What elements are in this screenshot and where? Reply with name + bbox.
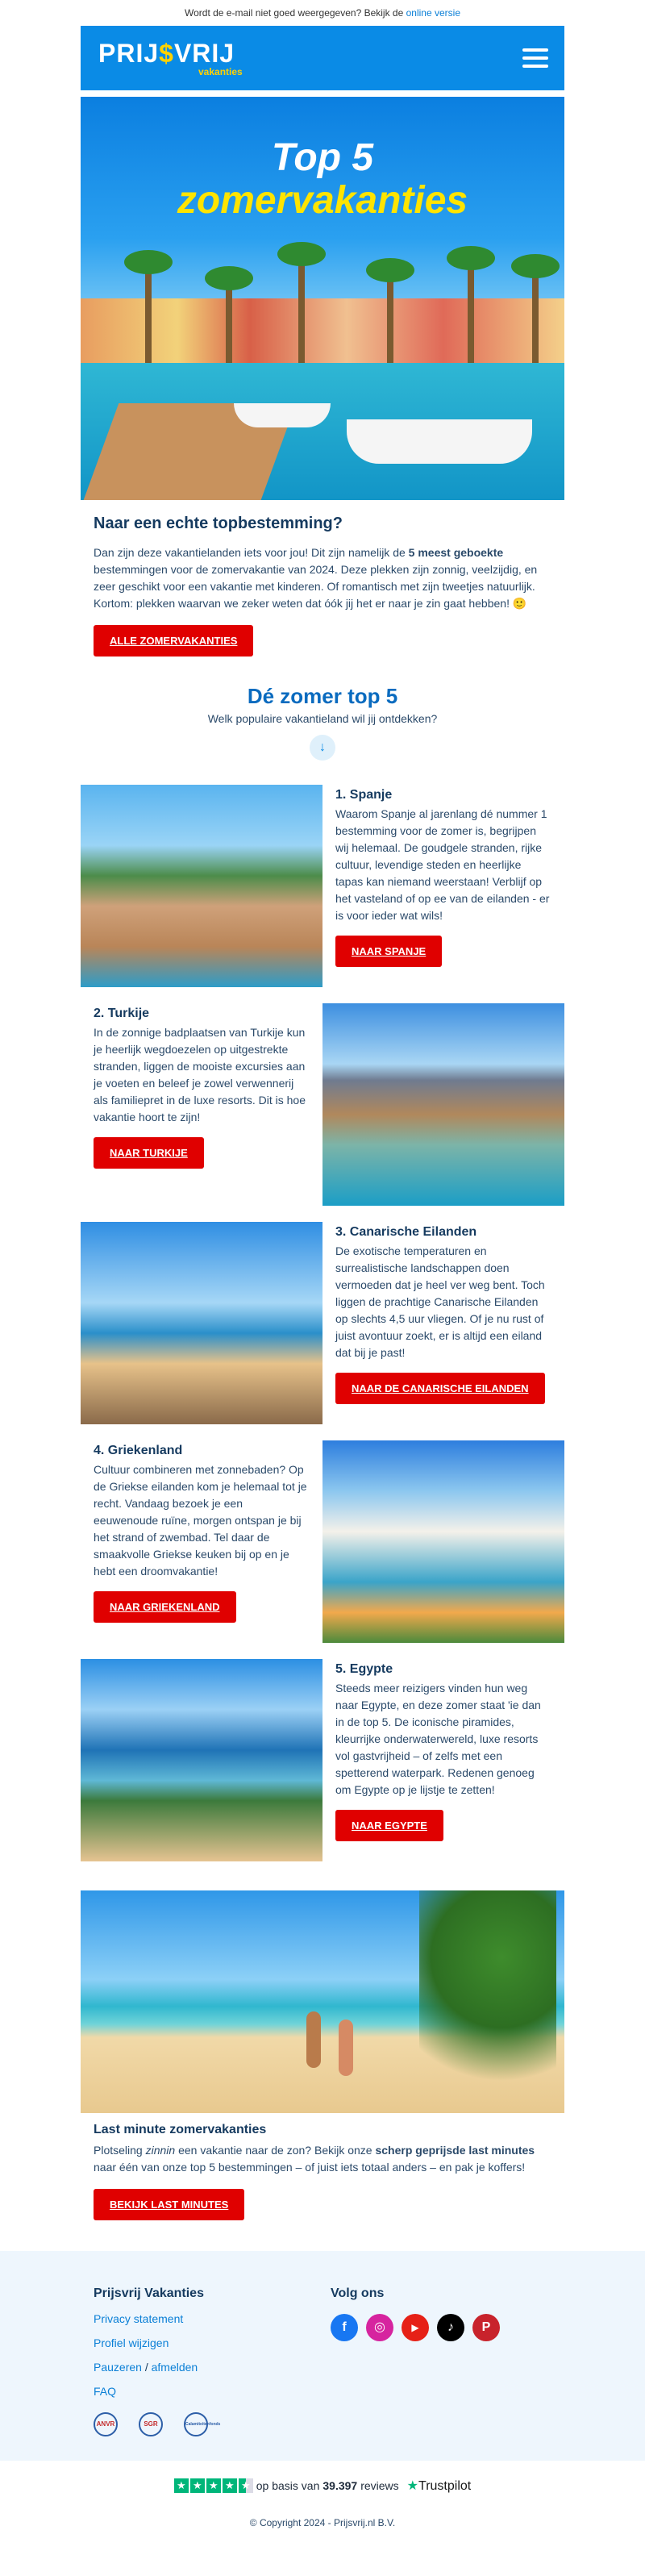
faq-link[interactable]: FAQ: [94, 2385, 117, 2398]
spain-button[interactable]: NAAR SPANJE: [335, 936, 442, 967]
half-star-icon: ★: [239, 2478, 253, 2493]
trustpilot-prefix: op basis van: [256, 2479, 320, 2492]
top5-title: Dé zomer top 5: [247, 684, 398, 708]
turkey-button[interactable]: NAAR TURKIJE: [94, 1137, 204, 1169]
destination-text: De exotische temperaturen en surrealistische landschappen doen vermoeden dat je heel ver weg bent. Toch liggen de prachtige Canarische Eilanden op slechts 4,5 uur vliegen. Of je nu rust of juist avontuur zoekt, er is altijd een eiland dat bij je past!: [335, 1244, 545, 1359]
destination-greece: [81, 1440, 564, 1643]
arrow-down-icon[interactable]: ↓: [310, 735, 335, 761]
palm-icon: [468, 262, 474, 363]
youtube-icon[interactable]: ▶: [402, 2314, 429, 2341]
preheader: [0, 0, 645, 26]
profile-edit-link[interactable]: Profiel wijzigen: [94, 2336, 169, 2349]
destination-canary-islands: [81, 1222, 564, 1424]
destination-title: 2. Turkije: [94, 1007, 150, 1020]
hero-title: [81, 137, 564, 223]
star-icon: ★: [206, 2478, 221, 2493]
top5-section: [81, 684, 564, 761]
palm-icon: [387, 274, 393, 363]
pause-unsubscribe: Pauzeren / afmelden: [94, 2361, 198, 2374]
greece-button[interactable]: NAAR GRIEKENLAND: [94, 1591, 236, 1623]
star-icon: ★: [190, 2478, 205, 2493]
palm-icon: [298, 258, 305, 363]
trustpilot-suffix: reviews: [360, 2479, 399, 2492]
lastminute-text: Plotseling zinnin een vakantie naar de zon? Bekijk onze scherp geprijsde last minutes naar één van onze top 5 bestemmingen – of juist iets totaal anders – en pak je koffers!: [94, 2144, 535, 2174]
hero-title-line2: zomervakanties: [177, 178, 468, 222]
destination-title: 3. Canarische Eilanden: [335, 1225, 477, 1239]
top5-subtitle: Welk populaire vakantieland wil jij ontdekken?: [207, 712, 438, 725]
destination-title: 5. Egypte: [335, 1662, 393, 1676]
social-icons: [331, 2314, 500, 2341]
follow-title: Volg ons: [331, 2286, 385, 2300]
instagram-icon[interactable]: ◎: [366, 2314, 393, 2341]
destination-text: Waarom Spanje al jarenlang dé nummer 1 bestemming voor de zomer is, begrijpen wij helemaal. De goudgele stranden, rijke cultuur, levendige steden en heerlijke tapas kan niemand weerstaan! Verblijf op het vasteland of op ee van de eilanden - er is voor ieder wat wils!: [335, 807, 550, 922]
facebook-icon[interactable]: f: [331, 2314, 358, 2341]
tiktok-icon[interactable]: ♪: [437, 2314, 464, 2341]
lastminute-image[interactable]: [81, 1890, 564, 2113]
spain-image[interactable]: [81, 785, 322, 987]
hero-town-illustration: [81, 298, 564, 371]
sgr-badge: SGR: [139, 2412, 163, 2436]
canary-islands-button[interactable]: NAAR DE CANARISCHE EILANDEN: [335, 1373, 545, 1404]
prijsvrij-logo[interactable]: [98, 39, 243, 77]
couple-running-illustration: [290, 2003, 379, 2092]
preheader-text: Wordt de e-mail niet goed weergegeven? Bekijk de: [185, 7, 404, 19]
anvr-badge: ANVR: [94, 2412, 118, 2436]
certification-badges: [94, 2412, 221, 2436]
destination-title: 4. Griekenland: [94, 1444, 183, 1457]
destination-title: 1. Spanje: [335, 788, 393, 802]
palm-icon: [226, 282, 232, 363]
logo-text-left: PRIJ: [98, 39, 160, 68]
logo-text-right: VRIJ: [173, 39, 235, 68]
intro-title: Naar een echte topbestemming?: [94, 515, 343, 532]
destination-text: In de zonnige badplaatsen van Turkije kun je heerlijk wegdoezelen op uitgestrekte stranden, liggen de mooiste excursies aan je voeten en beleef je zowel verwennerij als familiepret in de luxe resorts. Dit is hoe vakantie hoort te zijn!: [94, 1026, 306, 1123]
logo-subtitle: vakanties: [198, 66, 243, 77]
all-summer-vacations-button[interactable]: ALLE ZOMERVAKANTIES: [94, 625, 253, 657]
canary-islands-image[interactable]: [81, 1222, 322, 1424]
header-bar: [81, 26, 564, 90]
footer-title: Prijsvrij Vakanties: [94, 2286, 204, 2300]
pause-link[interactable]: Pauzeren: [94, 2361, 142, 2374]
logo-dollar: $: [159, 39, 174, 68]
trustpilot-stars: [174, 2478, 253, 2493]
footer: [0, 2251, 645, 2461]
destination-egypt: [81, 1659, 564, 1861]
palm-icon: [532, 270, 539, 363]
pinterest-icon[interactable]: P: [472, 2314, 500, 2341]
hero-banner[interactable]: [81, 97, 564, 500]
privacy-statement-link[interactable]: Privacy statement: [94, 2312, 184, 2325]
unsubscribe-link[interactable]: afmelden: [151, 2361, 198, 2374]
trustpilot-count: 39.397: [322, 2479, 358, 2492]
online-version-link[interactable]: online versie: [406, 7, 460, 19]
trustpilot-logo: ★Trustpilot: [406, 2479, 472, 2493]
intro-text: Dan zijn deze vakantielanden iets voor jou! Dit zijn namelijk de 5 meest geboekte bestemmingen voor de zomervakantie van 2024. Deze plekken zijn zonnig, veelzijdig, en zeer geschikt voor een vakantie met kinderen. Of romantisch met zijn tweetjes natuurlijk. Kortom: plekken waarvan we zeker weten dat óók jij het er naar je zin gaat hebben! 🙂: [94, 546, 538, 610]
destination-text: Cultuur combineren met zonnebaden? Op de Griekse eilanden kom je helemaal tot je recht. Vandaag bezoek je een eeuwenoude ruïne, morgen ontspan je bij het strand of zwembad. Tel daar de smaakvolle Griekse keuken bij op en je hebt een droomvakantie!: [94, 1463, 307, 1578]
trustpilot-bar[interactable]: [0, 2461, 645, 2511]
destination-spain: [81, 785, 564, 987]
lastminute-title: Last minute zomervakanties: [94, 2123, 267, 2136]
turkey-image[interactable]: [322, 1003, 564, 1206]
egypt-image[interactable]: [81, 1659, 322, 1861]
calamiteitenfonds-badge: Calamiteitenfonds: [184, 2412, 208, 2436]
star-icon: ★: [223, 2478, 237, 2493]
copyright: © Copyright 2024 - Prijsvrij.nl B.V.: [249, 2517, 396, 2528]
egypt-button[interactable]: NAAR EGYPTE: [335, 1810, 443, 1841]
palm-icon: [145, 266, 152, 363]
greece-image[interactable]: [322, 1440, 564, 1643]
hamburger-menu-icon[interactable]: [522, 48, 548, 68]
lastminute-button[interactable]: BEKIJK LAST MINUTES: [94, 2189, 244, 2220]
boat-icon: [234, 403, 331, 427]
hero-title-line1: Top 5: [271, 136, 374, 179]
palm-icon: [419, 1890, 556, 2113]
destination-turkey: [81, 1003, 564, 1206]
star-icon: ★: [174, 2478, 189, 2493]
destination-text: Steeds meer reizigers vinden hun weg naar Egypte, en deze zomer staat 'ie dan in de top 5. De iconische piramides, kleurrijke onderwaterwereld, luxe resorts vol gastvrijheid – of zelfs met een spetterend waterpark. Redenen genoeg om Egypte op je lijstje te zetten!: [335, 1682, 541, 1796]
boat-icon: [347, 419, 532, 464]
